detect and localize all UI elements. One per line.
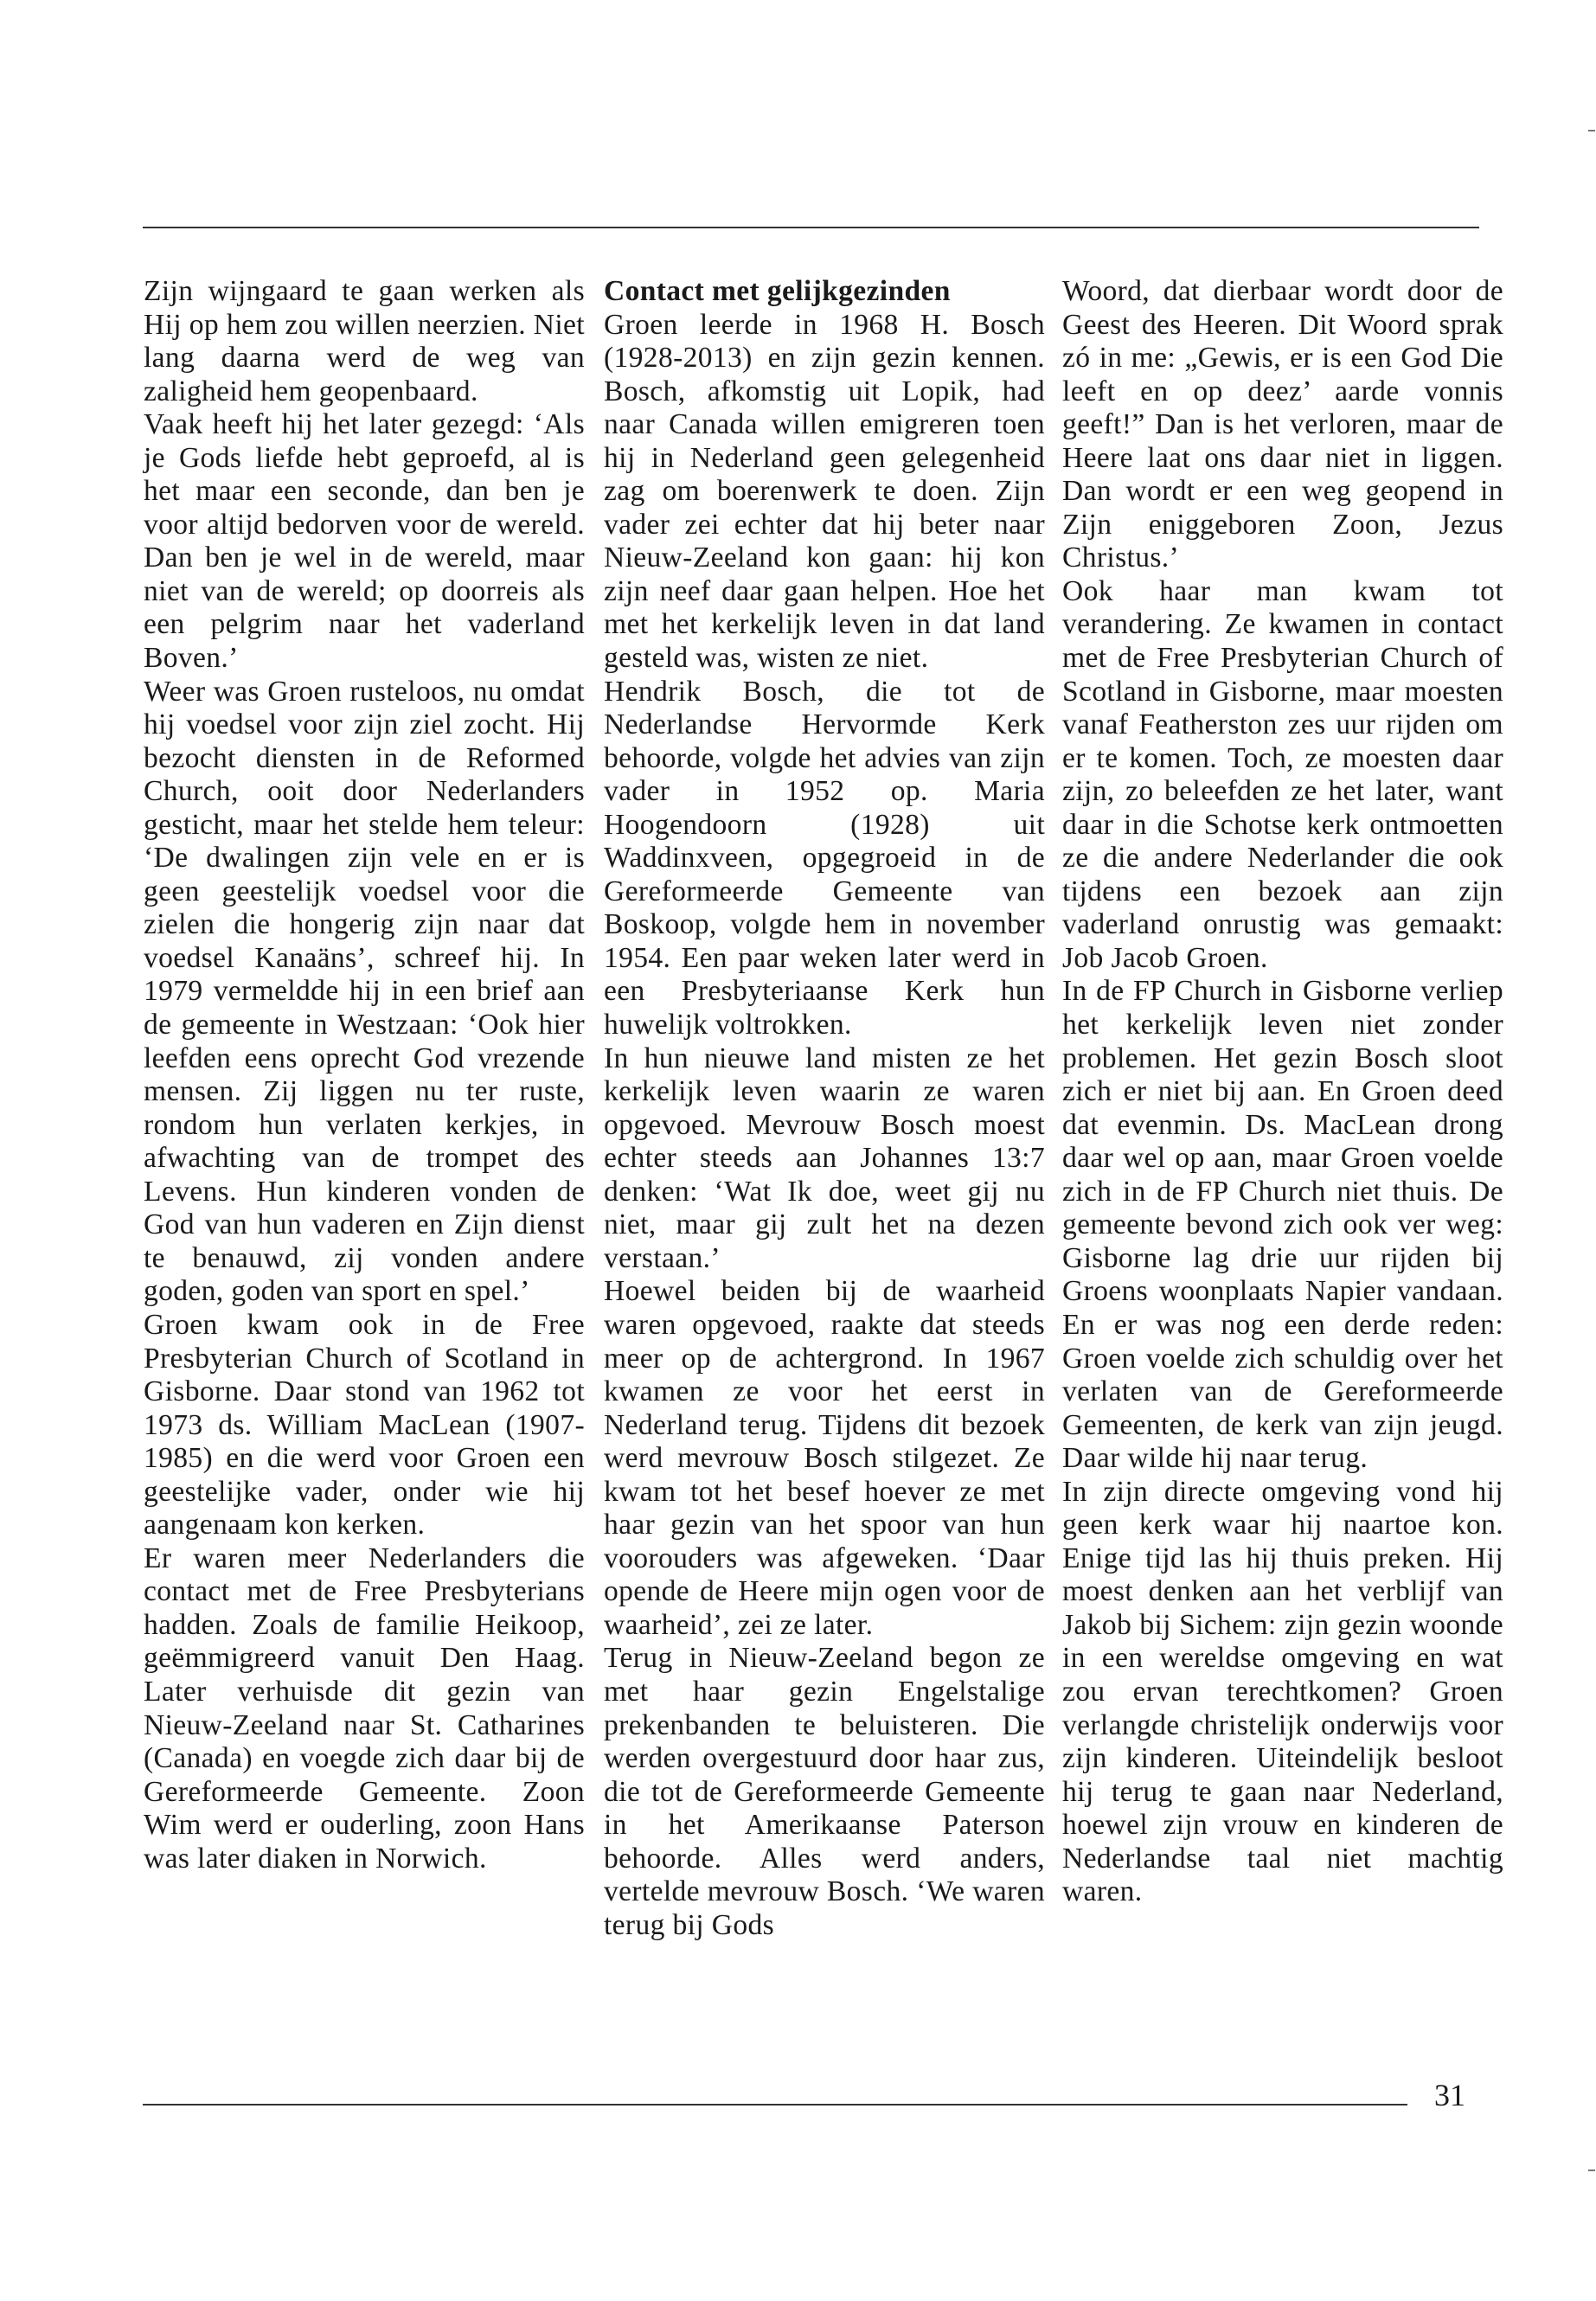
footer-rule bbox=[143, 2104, 1407, 2106]
paragraph: Weer was Groen rusteloos, nu omdat hij voedsel voor zijn ziel zocht. Hij bezocht diensten in de Reformed Church, ooit door Nederlanders gesticht, maar het stelde hem teleur: ‘De dwalingen zijn vele en er is geen geestelijk voedsel voor die zielen die hongerig zijn naar dat voedsel Kanaäns’, schreef hij. In 1979 vermeldde hij in een brief aan de gemeente in Westzaan: ‘Ook hier leefden eens oprecht God vrezende mensen. Zij liggen nu ter ruste, rondom hun verlaten kerkjes, in afwachting van de trompet des Levens. Hun kinderen vonden de God van hun vaderen en Zijn dienst te benauwd, zij vonden andere goden, goden van sport en spel.’ bbox=[144, 675, 585, 1308]
paragraph: In zijn directe omgeving vond hij geen kerk waar hij naartoe kon. Enige tijd las hij thuis preken. Hij moest denken aan het verblijf van Jakob bij Sichem: zijn gezin woonde in een wereldse omgeving en wat zou ervan terechtkomen? Groen verlangde christelijk onderwijs voor zijn kinderen. Uiteindelijk besloot hij terug te gaan naar Nederland, hoewel zijn vrouw en kinderen de Nederlandse taal niet machtig waren. bbox=[1062, 1475, 1503, 1908]
paragraph: In de FP Church in Gisborne verliep het kerkelijk leven niet zonder problemen. Het gezin Bosch sloot zich er niet bij aan. En Groen deed dat evenmin. Ds. MacLean drong daar wel op aan, maar Groen voelde zich in de FP Church niet thuis. De gemeente bevond zich ook ver weg: Gisborne lag drie uur rijden bij Groens woonplaats Napier vandaan. En er was nog een derde reden: Groen voelde zich schuldig over het verlaten van de Gereformeerde Gemeenten, de kerk van zijn jeugd. Daar wilde hij naar terug. bbox=[1062, 975, 1503, 1475]
paragraph: Er waren meer Nederlanders die contact met de Free Presbyterians hadden. Zoals de familie Heikoop, geëmmigreerd vanuit Den Haag. Later verhuisde dit gezin van Nieuw-Zeeland naar St. Catharines (Canada) en voegde zich daar bij de Gereformeerde Gemeente. Zoon Wim werd er ouderling, zoon Hans was later diaken in Norwich. bbox=[144, 1541, 585, 1875]
section-heading: Contact met gelijkgezinden bbox=[604, 275, 951, 307]
text-column-2 bbox=[604, 275, 1045, 1942]
paragraph: Hendrik Bosch, die tot de Nederlandse Hervormde Kerk behoorde, volgde het advies van zijn vader in 1952 op. Maria Hoogendoorn (1928) uit Waddinxveen, opgegroeid in de Gereformeerde Gemeente van Boskoop, volgde hem in november 1954. Een paar weken later werd in een Presbyteriaanse Kerk hun huwelijk voltrokken. bbox=[604, 675, 1045, 1042]
header-rule bbox=[143, 227, 1479, 228]
paragraph: Groen kwam ook in de Free Presbyterian Church of Scotland in Gisborne. Daar stond van 1962 tot 1973 ds. William MacLean (1907-1985) en die werd voor Groen een geestelijke vader, onder wie hij aangenaam kon kerken. bbox=[144, 1308, 585, 1541]
paragraph: Groen leerde in 1968 H. Bosch (1928-2013) en zijn gezin kennen. Bosch, afkomstig uit Lopik, had naar Canada willen emigreren toen hij in Nederland geen gelegenheid zag om boerenwerk te doen. Zijn vader zei echter dat hij beter naar Nieuw-Zeeland kon gaan: hij kon zijn neef daar gaan helpen. Hoe het met het kerkelijk leven in dat land gesteld was, wisten ze niet. bbox=[604, 308, 1045, 675]
paragraph: Woord, dat dierbaar wordt door de Geest des Heeren. Dit Woord sprak zó in me: „Gewis, er is een God Die leeft en op deez’ aarde vonnis geeft!” Dan is het verloren, maar de Heere laat ons daar niet in liggen. Dan wordt er een weg geopend in Zijn eniggeboren Zoon, Jezus Christus.’ bbox=[1062, 275, 1503, 574]
crop-mark bbox=[1588, 130, 1595, 131]
paragraph: Vaak heeft hij het later gezegd: ‘Als je Gods liefde hebt geproefd, al is het maar een seconde, dan ben je voor altijd bedorven voor de wereld. Dan ben je wel in de wereld, maar niet van de wereld; op doorreis als een pelgrim naar het vaderland Boven.’ bbox=[144, 408, 585, 675]
paragraph: Hoewel beiden bij de waarheid waren opgevoed, raakte dat steeds meer op de achtergrond. In 1967 kwamen ze voor het eerst in Nederland terug. Tijdens dit bezoek werd mevrouw Bosch stilgezet. Ze kwam tot het besef hoever ze met haar gezin van het spoor van hun voorouders was afgeweken. ‘Daar opende de Heere mijn ogen voor de waarheid’, zei ze later. bbox=[604, 1275, 1045, 1641]
crop-mark bbox=[1588, 2170, 1595, 2171]
text-column-3 bbox=[1062, 275, 1503, 1909]
text-column-1 bbox=[144, 275, 585, 1875]
paragraph: In hun nieuwe land misten ze het kerkelijk leven waarin ze waren opgevoed. Mevrouw Bosch moest echter steeds aan Johannes 13:7 denken: ‘Wat Ik doe, weet gij nu niet, maar gij zult het na dezen verstaan.’ bbox=[604, 1042, 1045, 1274]
paragraph: Terug in Nieuw-Zeeland begon ze met haar gezin Engelstalige prekenbanden te beluisteren. Die werden overgestuurd door haar zus, die tot de Gereformeerde Gemeente in het Amerikaanse Paterson behoorde. Alles werd anders, vertelde mevrouw Bosch. ‘We waren terug bij Gods bbox=[604, 1642, 1045, 1941]
paragraph: Ook haar man kwam tot verandering. Ze kwamen in contact met de Free Presbyterian Church of Scotland in Gisborne, maar moesten vanaf Featherston zes uur rijden om er te komen. Toch, ze moesten daar zijn, zo beleefden ze het later, want daar in die Schotse kerk ontmoetten ze die andere Nederlander die ook tijdens een bezoek aan zijn vaderland onrustig was gemaakt: Job Jacob Groen. bbox=[1062, 574, 1503, 974]
paragraph: Zijn wijngaard te gaan werken als Hij op hem zou willen neerzien. Niet lang daarna werd de weg van zaligheid hem geopenbaard. bbox=[144, 275, 585, 407]
page-number: 31 bbox=[1434, 2078, 1465, 2112]
